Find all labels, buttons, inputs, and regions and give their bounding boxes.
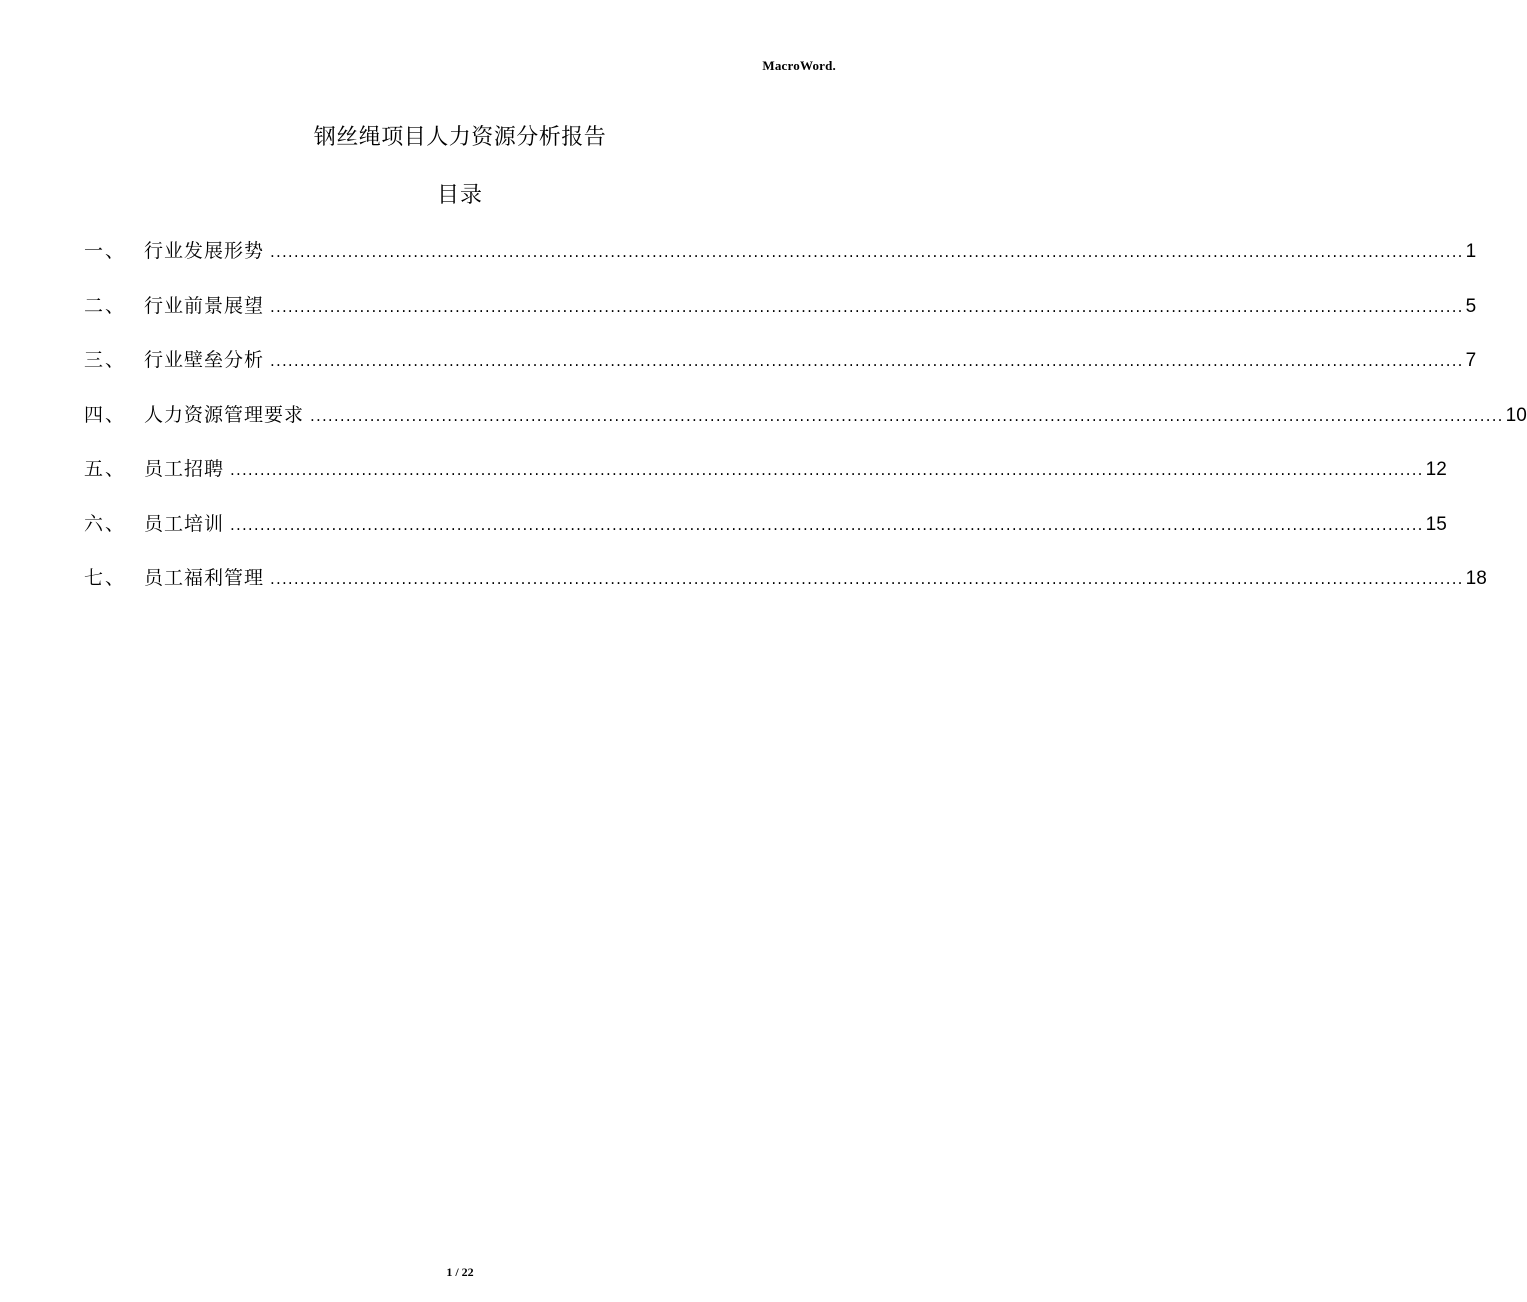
- table-of-contents: [84, 236, 1527, 618]
- toc-entry-page[interactable]: 1: [1465, 241, 1477, 262]
- toc-entry-title[interactable]: 人力资源管理要求: [144, 403, 305, 426]
- toc-dot-leader: ........................................................................................................................................................................................................: [310, 406, 1504, 425]
- toc-entry-title[interactable]: 行业壁垒分析: [144, 349, 265, 371]
- toc-entry-title[interactable]: 行业前景展望: [144, 294, 265, 317]
- toc-entry[interactable]: [84, 236, 1477, 291]
- toc-entry-page[interactable]: 7: [1465, 350, 1477, 371]
- toc-entry[interactable]: [84, 509, 1447, 564]
- toc-entry-page[interactable]: 5: [1465, 295, 1477, 317]
- toc-entry-page[interactable]: 12: [1425, 459, 1447, 480]
- toc-entry-page[interactable]: 18: [1465, 568, 1487, 589]
- toc-entry-title[interactable]: 行业发展形势: [144, 240, 265, 262]
- toc-dot-leader: ........................................................................................................................................................................................................: [270, 570, 1464, 588]
- toc-dot-leader: ........................................................................................................................................................................................................: [230, 461, 1424, 479]
- toc-dot-leader: ........................................................................................................................................................................................................: [230, 515, 1424, 534]
- toc-entry[interactable]: [84, 563, 1487, 618]
- page-number-footer: 1 / 22: [446, 1265, 474, 1279]
- toc-entry-title[interactable]: 员工培训: [144, 512, 225, 535]
- document-title: 钢丝绳项目人力资源分析报告: [313, 125, 607, 150]
- toc-entry-number: 四、: [84, 403, 127, 426]
- toc-entry-number: 一、: [84, 240, 127, 262]
- toc-entry-page[interactable]: 10: [1505, 404, 1527, 426]
- toc-dot-leader: ........................................................................................................................................................................................................: [270, 243, 1464, 261]
- toc-entry[interactable]: [84, 400, 1527, 455]
- toc-entry-title[interactable]: 员工福利管理: [144, 567, 265, 589]
- toc-entry-page[interactable]: 15: [1425, 513, 1447, 535]
- toc-entry-number: 三、: [84, 349, 127, 371]
- toc-entry-title[interactable]: 员工招聘: [144, 458, 225, 480]
- toc-title: 目录: [436, 183, 483, 208]
- toc-entry[interactable]: [84, 345, 1477, 400]
- toc-entry-number: 六、: [84, 512, 127, 535]
- toc-dot-leader: ........................................................................................................................................................................................................: [270, 297, 1464, 316]
- toc-entry[interactable]: [84, 291, 1477, 346]
- toc-entry-number: 七、: [84, 567, 127, 589]
- toc-dot-leader: ........................................................................................................................................................................................................: [270, 352, 1464, 370]
- toc-entry-number: 二、: [84, 294, 127, 317]
- toc-entry-number: 五、: [84, 458, 127, 480]
- toc-entry[interactable]: [84, 454, 1447, 509]
- header-brand: MacroWord.: [762, 58, 836, 73]
